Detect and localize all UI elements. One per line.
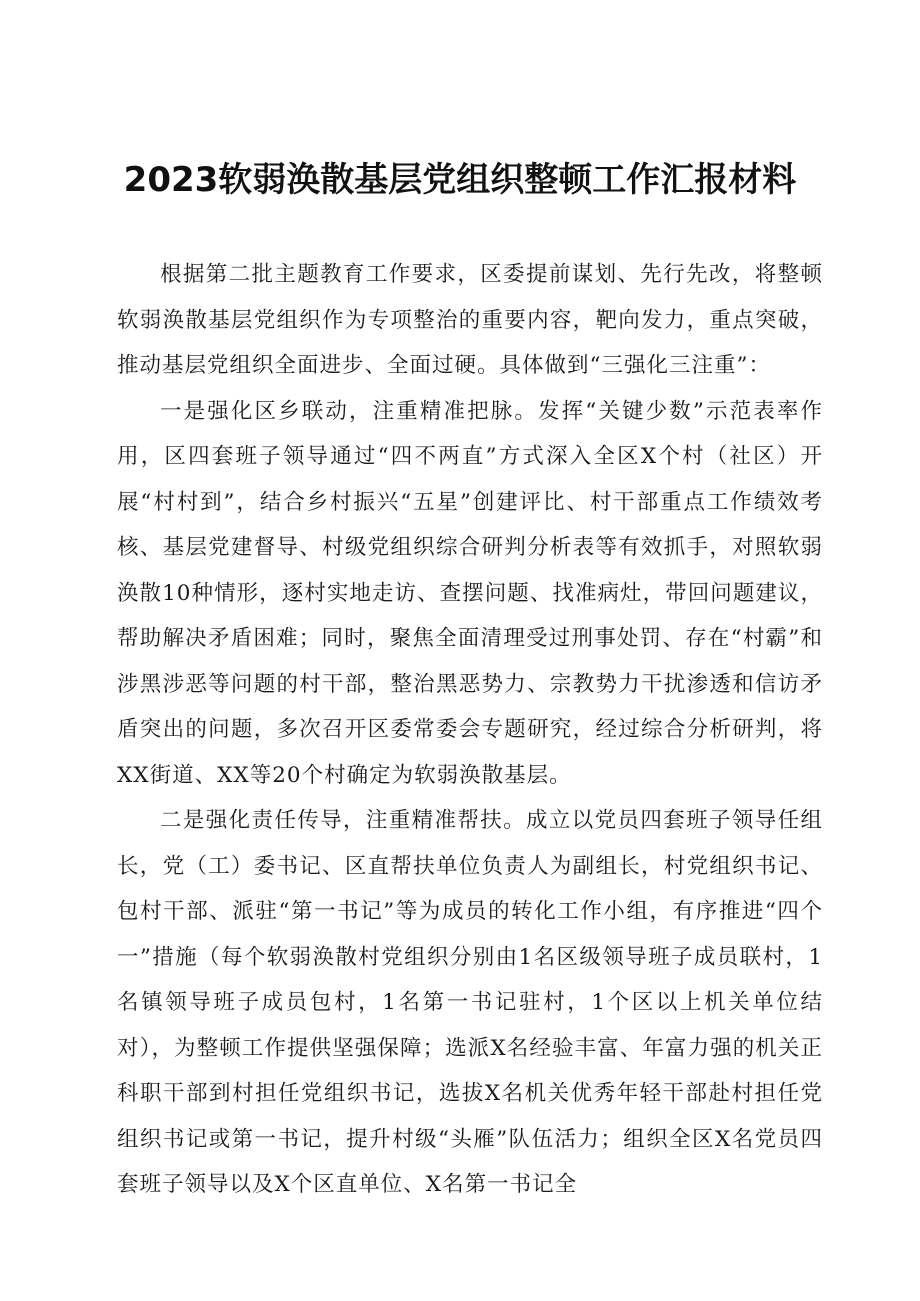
paragraph-intro: 根据第二批主题教育工作要求，区委提前谋划、先行先改，将整顿软弱涣散基层党组织作为专项整治的重要内容，靶向发力，重点突破，推动基层党组织全面进步、全面过硬。具体做到“三强化三注重”：	[117, 262, 823, 378]
document-title: 2023软弱涣散基层党组织整顿工作汇报材料	[123, 160, 797, 200]
paragraph-section-one: 一是强化区乡联动，注重精准把脉。发挥“关键少数”示范表率作用，区四套班子领导通过“四不两直”方式深入全区X个村（社区）开展“村村到”，结合乡村振兴“五星”创建评比、村干部重点工作绩效考核、基层党建督导、村级党组织综合研判分析表等有效抓手，对照软弱涣散10种情形，逐村实地走访、查摆问题、找准病灶，带回问题建议，帮助解决矛盾困难；同时，聚焦全面清理受过刑事处罚、存在“村霸”和涉黑涉恶等问题的村干部，整治黑恶势力、宗教势力干扰渗透和信访矛盾突出的问题，多次召开区委常委会专题研究，经过综合分析研判，将XX街道、XX等20个村确定为软弱涣散基层。	[117, 398, 824, 788]
paragraph-section-two: 二是强化责任传导，注重精准帮扶。成立以党员四套班子领导任组长，党（工）委书记、区直帮扶单位负责人为副组长，村党组织书记、包村干部、派驻“第一书记”等为成员的转化工作小组，有序推进“四个一”措施（每个软弱涣散村党组织分别由1名区级领导班子成员联村，1名镇领导班子成员包村，1名第一书记驻村，1个区以上机关单位结对），为整顿工作提供坚强保障；选派X名经验丰富、年富力强的机关正科职干部到村担任党组织书记，选拔X名机关优秀年轻干部赴村担任党组织书记或第一书记，提升村级“头雁”队伍活力；组织全区X名党员四套班子领导以及X个区直单位、X名第一书记全	[117, 808, 823, 1197]
document-body	[117, 252, 823, 1208]
